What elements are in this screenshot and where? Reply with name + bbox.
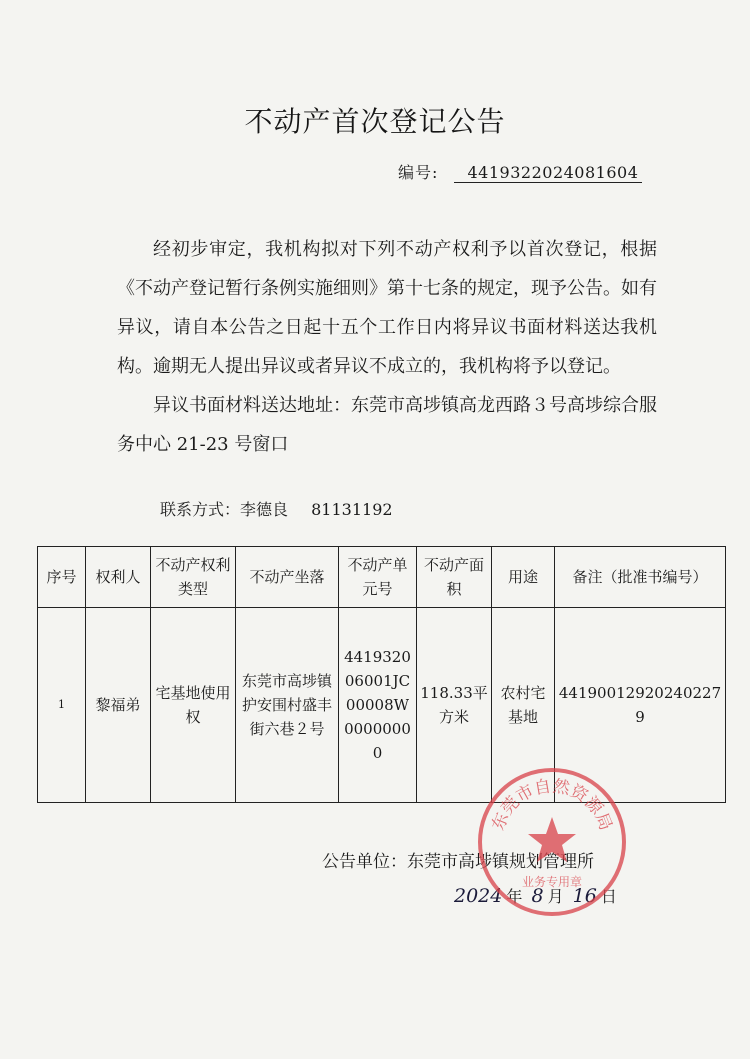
date-year: 2024 <box>454 885 503 907</box>
announcing-unit: 公告单位：东莞市高埗镇规划管理所 <box>322 852 594 872</box>
contact-phone: 81131192 <box>311 500 393 519</box>
cell-right-type: 宅基地使用权 <box>151 608 236 803</box>
announcement-paragraph-2: 异议书面材料送达地址：东莞市高埗镇高龙西路３号高埗综合服务中心 21-23 号窗口 <box>117 395 657 455</box>
seal-star-icon <box>528 817 576 862</box>
header-no: 序号 <box>38 547 86 608</box>
table-header-row <box>38 547 726 608</box>
date-day: 16 <box>572 885 597 907</box>
document-number <box>398 160 642 183</box>
seal-text-path: 东莞市自然资源局 <box>488 776 616 834</box>
header-unit-no: 不动产单元号 <box>339 547 417 608</box>
cell-unit-no: 441932006001JC00008W00000000 <box>339 608 417 803</box>
header-right-type: 不动产权利类型 <box>151 547 236 608</box>
date-year-suffix: 年 <box>506 887 523 906</box>
official-seal <box>472 762 632 922</box>
header-owner: 权利人 <box>86 547 151 608</box>
cell-area: 118.33平方米 <box>417 608 492 803</box>
announcement-paragraph-1: 经初步审定，我机构拟对下列不动产权利予以首次登记，根据《不动产登记暂行条例实施细则》第十七条的规定，现予公告。如有异议，请自本公告之日起十五个工作日内将异议书面材料送达我机构。逾期无人提出异议或者异议不成立的，我机构将予以登记。 <box>117 239 657 377</box>
document-number-value: 441932202408160​4 <box>454 163 643 183</box>
announcement-body <box>117 230 657 464</box>
header-location: 不动产坐落 <box>236 547 339 608</box>
seal-subtext: 业务专用章 <box>521 875 583 889</box>
date-month-suffix: 月 <box>547 887 564 906</box>
header-remark: 备注（批准书编号） <box>555 547 726 608</box>
cell-no: 1 <box>38 608 86 803</box>
header-area: 不动产面积 <box>417 547 492 608</box>
document-title: 不动产首次登记公告 <box>244 105 506 138</box>
cell-owner: 黎福弟 <box>86 608 151 803</box>
contact-info <box>160 497 393 520</box>
document-number-label: 编号: <box>398 163 439 182</box>
cell-location: 东莞市高埗镇护安围村盛丰街六巷２号 <box>236 608 339 803</box>
header-use: 用途 <box>492 547 555 608</box>
cell-remark: 441900129202402279 <box>555 608 726 803</box>
contact-label: 联系方式：李德良 <box>160 500 289 519</box>
date-day-suffix: 日 <box>600 887 617 906</box>
cell-use: 农村宅基地 <box>492 608 555 803</box>
date-month: 8 <box>531 885 544 907</box>
